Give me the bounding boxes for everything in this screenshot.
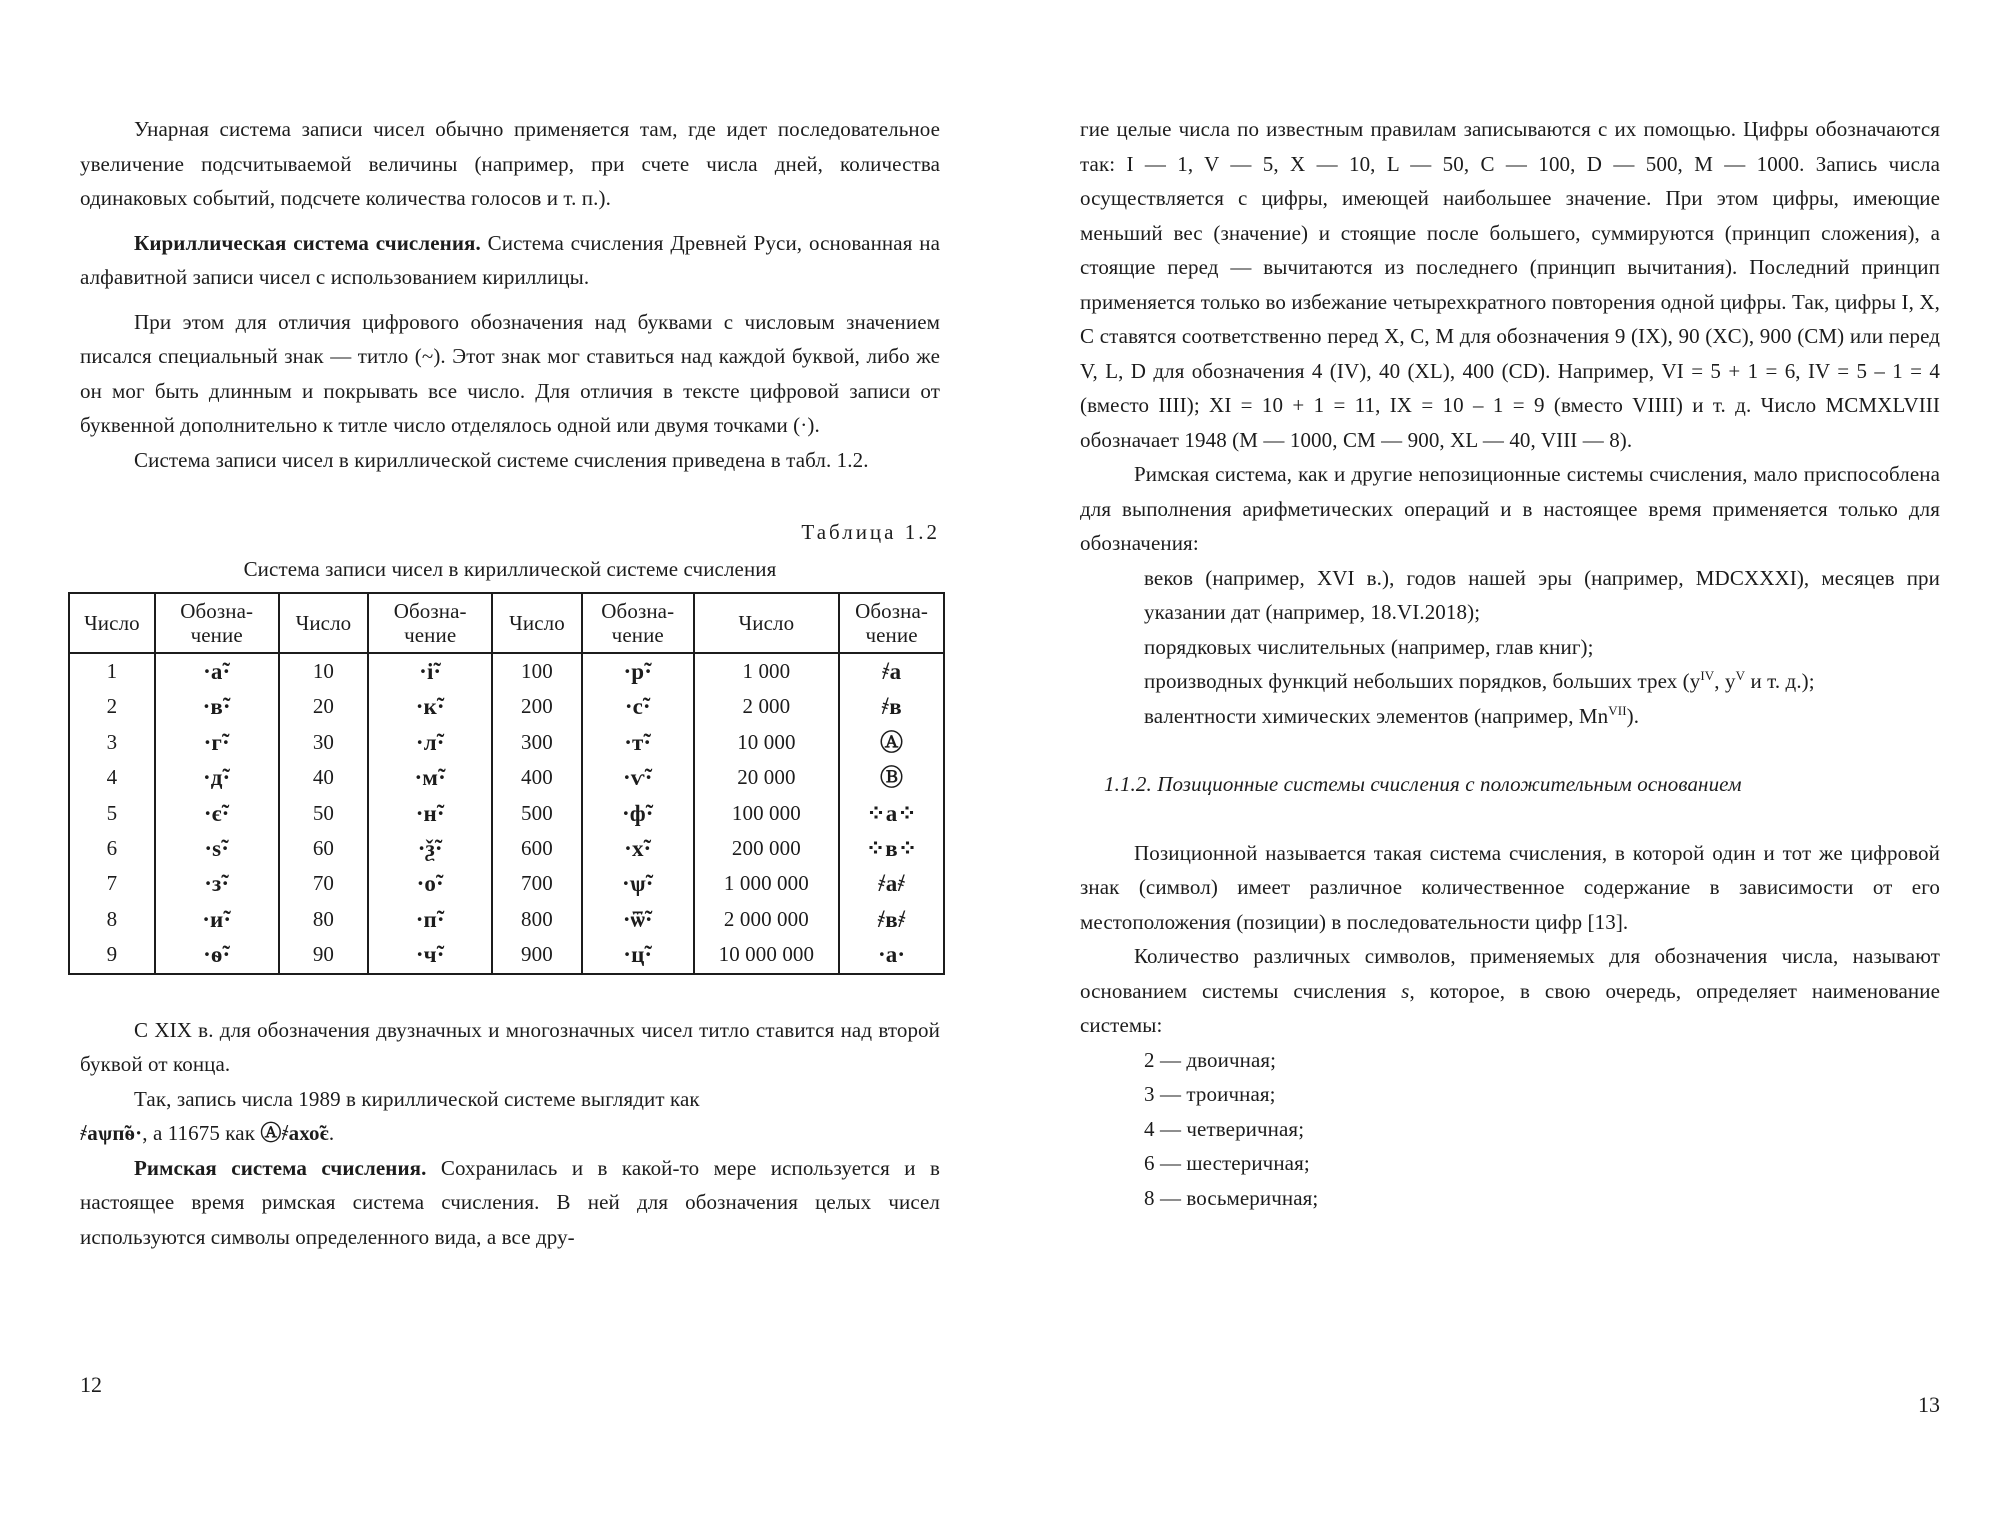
number-cell: 2 000 bbox=[694, 689, 839, 724]
number-cell: 6 bbox=[69, 831, 155, 866]
number-cell: 1 000 000 bbox=[694, 866, 839, 901]
number-cell: 2 000 000 bbox=[694, 902, 839, 937]
table-title: Система записи чисел в кириллической системе счисления bbox=[243, 556, 777, 581]
table-header-row bbox=[69, 593, 944, 653]
table-header-cell: Обозна-чение bbox=[155, 593, 279, 653]
number-cell: 80 bbox=[279, 902, 369, 937]
glyph-cell: ·ч̃· bbox=[368, 937, 492, 973]
bases-list bbox=[1080, 1043, 1940, 1216]
glyph-cell: ·д̃· bbox=[155, 760, 279, 795]
glyph-cell: ·ѕ̃· bbox=[155, 831, 279, 866]
paragraph-cyrillic-system bbox=[80, 226, 940, 295]
paragraph-positional-definition: Позиционной называется такая система счисления, в которой один и тот же цифровой знак (символ) имеет различное количественное содержание в зависимости от его местоположения (позиции) в последовательности цифр [13]. bbox=[1080, 840, 1940, 934]
base-list-item: 2 — двоичная; bbox=[1144, 1047, 1277, 1072]
glyph-cell: ·ѱ̃· bbox=[582, 866, 694, 901]
table-header-cell: Обозна-чение bbox=[582, 593, 694, 653]
number-cell: 3 bbox=[69, 725, 155, 760]
derivatives-text-c: и т. д.); bbox=[1745, 669, 1815, 693]
page-number-left: 12 bbox=[80, 1372, 102, 1397]
valence-text-a: валентности химических элементов (например, Mn bbox=[1144, 703, 1609, 728]
heading-roman-system: Римская система счисления. bbox=[134, 1155, 427, 1180]
glyph-cell: ҂а bbox=[839, 653, 944, 689]
derivatives-text-b: , y bbox=[1714, 669, 1736, 693]
number-cell: 400 bbox=[492, 760, 582, 795]
number-cell: 10 000 bbox=[694, 725, 839, 760]
glyph-cell: ⁘в⁘ bbox=[839, 831, 944, 866]
glyph-cell: ·ц̃· bbox=[582, 937, 694, 973]
table-row bbox=[69, 653, 944, 689]
number-cell: 50 bbox=[279, 796, 369, 831]
paragraph-roman-system-text: Сохранилась и в какой-то мере используется и в настоящее время римская система счисления. В ней для обозначения целых чисел используются символы определенного вида, а все дру- bbox=[80, 1155, 941, 1249]
glyph-cell: ҂а҂ bbox=[839, 866, 944, 901]
paragraph-titlo-position: С XIX в. для обозначения двузначных и многозначных чисел титло ставится над второй буквой от конца. bbox=[80, 1017, 940, 1077]
glyph-cell: ·р̃· bbox=[582, 653, 694, 689]
derivatives-text-a: производных функций небольших порядков, больших трех (y bbox=[1144, 669, 1701, 693]
glyph-cell: ·с̃· bbox=[582, 689, 694, 724]
number-cell: 30 bbox=[279, 725, 369, 760]
number-cell: 10 bbox=[279, 653, 369, 689]
table-header-cell: Обозна-чение bbox=[368, 593, 492, 653]
left-page-text bbox=[80, 112, 940, 1254]
glyph-cell: ·ѿ̃· bbox=[582, 902, 694, 937]
glyph-cell: ·х̃· bbox=[582, 831, 694, 866]
glyph-cell: ·м̃· bbox=[368, 760, 492, 795]
superscript-iv: IV bbox=[1700, 668, 1715, 683]
base-list-item: 8 — восьмеричная; bbox=[1144, 1185, 1319, 1210]
table-body bbox=[69, 653, 944, 974]
glyph-cell: ·і̃· bbox=[368, 653, 492, 689]
glyph-cell: ·ѯ̃· bbox=[368, 831, 492, 866]
number-cell: 100 000 bbox=[694, 796, 839, 831]
glyph-cell: ·и̃· bbox=[155, 902, 279, 937]
number-cell: 70 bbox=[279, 866, 369, 901]
number-cell: 60 bbox=[279, 831, 369, 866]
base-list-item: 4 — четверичная; bbox=[1144, 1116, 1305, 1141]
list-item-valence bbox=[1080, 699, 1940, 734]
table-header-cell: Число bbox=[279, 593, 369, 653]
glyph-cell: ·г̃· bbox=[155, 725, 279, 760]
table-header-cell: Обозна-чение bbox=[839, 593, 944, 653]
table-row bbox=[69, 689, 944, 724]
number-cell: 600 bbox=[492, 831, 582, 866]
base-text-b: , которое, в свою очередь, определяет наименование системы: bbox=[1080, 978, 1940, 1037]
table-header-cell: Число bbox=[694, 593, 839, 653]
table-row bbox=[69, 937, 944, 973]
heading-cyrillic-system: Кириллическая система счисления. bbox=[134, 230, 481, 255]
table-row bbox=[69, 902, 944, 937]
number-cell: 200 bbox=[492, 689, 582, 724]
glyph-cell: ҂в bbox=[839, 689, 944, 724]
cyrillic-11675-glyphs: Ⓐ҂ахо̃є bbox=[260, 1121, 329, 1146]
paragraph-example-1989 bbox=[80, 1082, 940, 1151]
glyph-cell: ҂в҂ bbox=[839, 902, 944, 937]
section-title-positional: 1.1.2. Позиционные системы счисления с положительным основанием bbox=[1104, 772, 1742, 796]
paragraph-roman-digits: гие целые числа по известным правилам записываются с их помощью. Цифры обозначаются так: I — 1, V — 5, X — 10, L — 50, C — 100, D — 500, M — 1000. Запись числа осуществляется с цифры, имеющей наибольшее значение. При этом цифры, имеющие меньший вес (значение) и стоящие после большего, суммируются (принцип сложения), а стоящие перед — вычитаются из последнего (принцип вычитания). Последний принцип применяется только во избежание четырехкратного повторения одной цифры. Так, цифры I, X, C ставятся соответственно перед X, C, M для обозначения 9 (IX), 90 (XC), 900 (CM) или перед V, L, D для обозначения 4 (IV), 40 (XL), 400 (CD). Например, VI = 5 + 1 = 6, IV = 5 – 1 = 4 (вместо IIII); XI = 10 + 1 = 11, IX = 10 – 1 = 9 (вместо VIIII) и т. д. Число MCMXLVIII обозначает 1948 (M — 1000, CM — 900, XL — 40, VIII — 8). bbox=[1080, 117, 1940, 452]
table-row bbox=[69, 831, 944, 866]
superscript-vii: VII bbox=[1608, 702, 1627, 718]
number-cell: 900 bbox=[492, 937, 582, 973]
table-row bbox=[69, 796, 944, 831]
glyph-cell: ·о̃· bbox=[368, 866, 492, 901]
glyph-cell: ·ѳ̃· bbox=[155, 937, 279, 973]
number-cell: 10 000 000 bbox=[694, 937, 839, 973]
paragraph-table-ref: Система записи чисел в кириллической системе счисления приведена в табл. 1.2. bbox=[134, 447, 869, 472]
glyph-cell: ·п̃· bbox=[368, 902, 492, 937]
number-cell: 1 000 bbox=[694, 653, 839, 689]
base-text-a: Количество различных символов, применяемых для обозначения числа, называют основанием системы счисления bbox=[1080, 944, 1940, 1003]
number-cell: 500 bbox=[492, 796, 582, 831]
paragraph-titlo: При этом для отличия цифрового обозначения над буквами с числовым значением писался специальный знак — титло (~). Этот знак мог ставиться над каждой буквой, либо же он мог быть длинным и покрывать все число. Для отличия в тексте цифровой записи от буквенной дополнительно к титле число отделялось одной или двумя точками (·). bbox=[80, 309, 940, 437]
example-mid-text: , а 11675 как bbox=[142, 1121, 255, 1146]
table-row bbox=[69, 725, 944, 760]
glyph-cell: ⁘а⁘ bbox=[839, 796, 944, 831]
table-header-cell: Число bbox=[492, 593, 582, 653]
glyph-cell: Ⓐ bbox=[839, 725, 944, 760]
table-caption: Таблица 1.2 bbox=[801, 520, 940, 544]
glyph-cell: ·ѵ̃· bbox=[582, 760, 694, 795]
glyph-cell: ·к̃· bbox=[368, 689, 492, 724]
example-text: Так, запись числа 1989 в кириллической системе выглядит как bbox=[134, 1086, 700, 1111]
glyph-cell: ·а· bbox=[839, 937, 944, 973]
number-cell: 5 bbox=[69, 796, 155, 831]
number-cell: 100 bbox=[492, 653, 582, 689]
number-cell: 200 000 bbox=[694, 831, 839, 866]
glyph-cell: ·в̃· bbox=[155, 689, 279, 724]
valence-text-b: ). bbox=[1626, 703, 1640, 728]
cyrillic-numeral-table bbox=[68, 592, 945, 975]
glyph-cell: ·а̃· bbox=[155, 653, 279, 689]
number-cell: 8 bbox=[69, 902, 155, 937]
glyph-cell: ·є̃· bbox=[155, 796, 279, 831]
paragraph-base bbox=[1080, 939, 1940, 1043]
glyph-cell: ·з̃· bbox=[155, 866, 279, 901]
table-row bbox=[69, 760, 944, 795]
glyph-cell: Ⓑ bbox=[839, 760, 944, 795]
number-cell: 7 bbox=[69, 866, 155, 901]
cyrillic-1989-glyphs: ҂аѱп̃ѳ· bbox=[80, 1121, 143, 1146]
list-item-centuries: веков (например, XVI в.), годов нашей эры (например, MDCXXXI), месяцев при указании дат (например, 18.VI.2018); bbox=[1144, 565, 1940, 624]
number-cell: 2 bbox=[69, 689, 155, 724]
glyph-cell: ·ф̃· bbox=[582, 796, 694, 831]
glyph-cell: ·л̃· bbox=[368, 725, 492, 760]
number-cell: 700 bbox=[492, 866, 582, 901]
table-header-cell: Число bbox=[69, 593, 155, 653]
number-cell: 1 bbox=[69, 653, 155, 689]
list-item-ordinals: порядковых числительных (например, глав книг); bbox=[1144, 634, 1594, 659]
number-cell: 4 bbox=[69, 760, 155, 795]
glyph-cell: ·н̃· bbox=[368, 796, 492, 831]
number-cell: 40 bbox=[279, 760, 369, 795]
number-cell: 9 bbox=[69, 937, 155, 973]
paragraph-roman-system bbox=[80, 1151, 940, 1255]
number-cell: 20 000 bbox=[694, 760, 839, 795]
base-symbol-s: s bbox=[1401, 978, 1410, 1003]
page-number-right: 13 bbox=[1918, 1392, 1940, 1417]
number-cell: 90 bbox=[279, 937, 369, 973]
number-cell: 800 bbox=[492, 902, 582, 937]
right-page-text bbox=[1080, 112, 1940, 1215]
base-list-item: 3 — троичная; bbox=[1144, 1082, 1276, 1106]
base-list-item: 6 — шестеричная; bbox=[1144, 1151, 1310, 1175]
superscript-v: V bbox=[1735, 668, 1746, 683]
glyph-cell: ·т̃· bbox=[582, 725, 694, 760]
list-item-derivatives bbox=[1080, 664, 1940, 699]
number-cell: 20 bbox=[279, 689, 369, 724]
paragraph-cyrillic-system-text: Система счисления Древней Руси, основанная на алфавитной записи чисел с использованием кириллицы. bbox=[80, 230, 940, 289]
example-end: . bbox=[328, 1121, 335, 1146]
number-cell: 300 bbox=[492, 725, 582, 760]
paragraph-unary: Унарная система записи чисел обычно применяется там, где идет последовательное увеличение подсчитываемой величины (например, при счете числа дней, количества одинаковых событий, подсчете количества голосов и т. п.). bbox=[80, 117, 940, 210]
paragraph-roman-usage: Римская система, как и другие непозиционные системы счисления, мало приспособлена для выполнения арифметических операций и в настоящее время применяется только для обозначения: bbox=[1080, 462, 1940, 555]
table-row bbox=[69, 866, 944, 901]
